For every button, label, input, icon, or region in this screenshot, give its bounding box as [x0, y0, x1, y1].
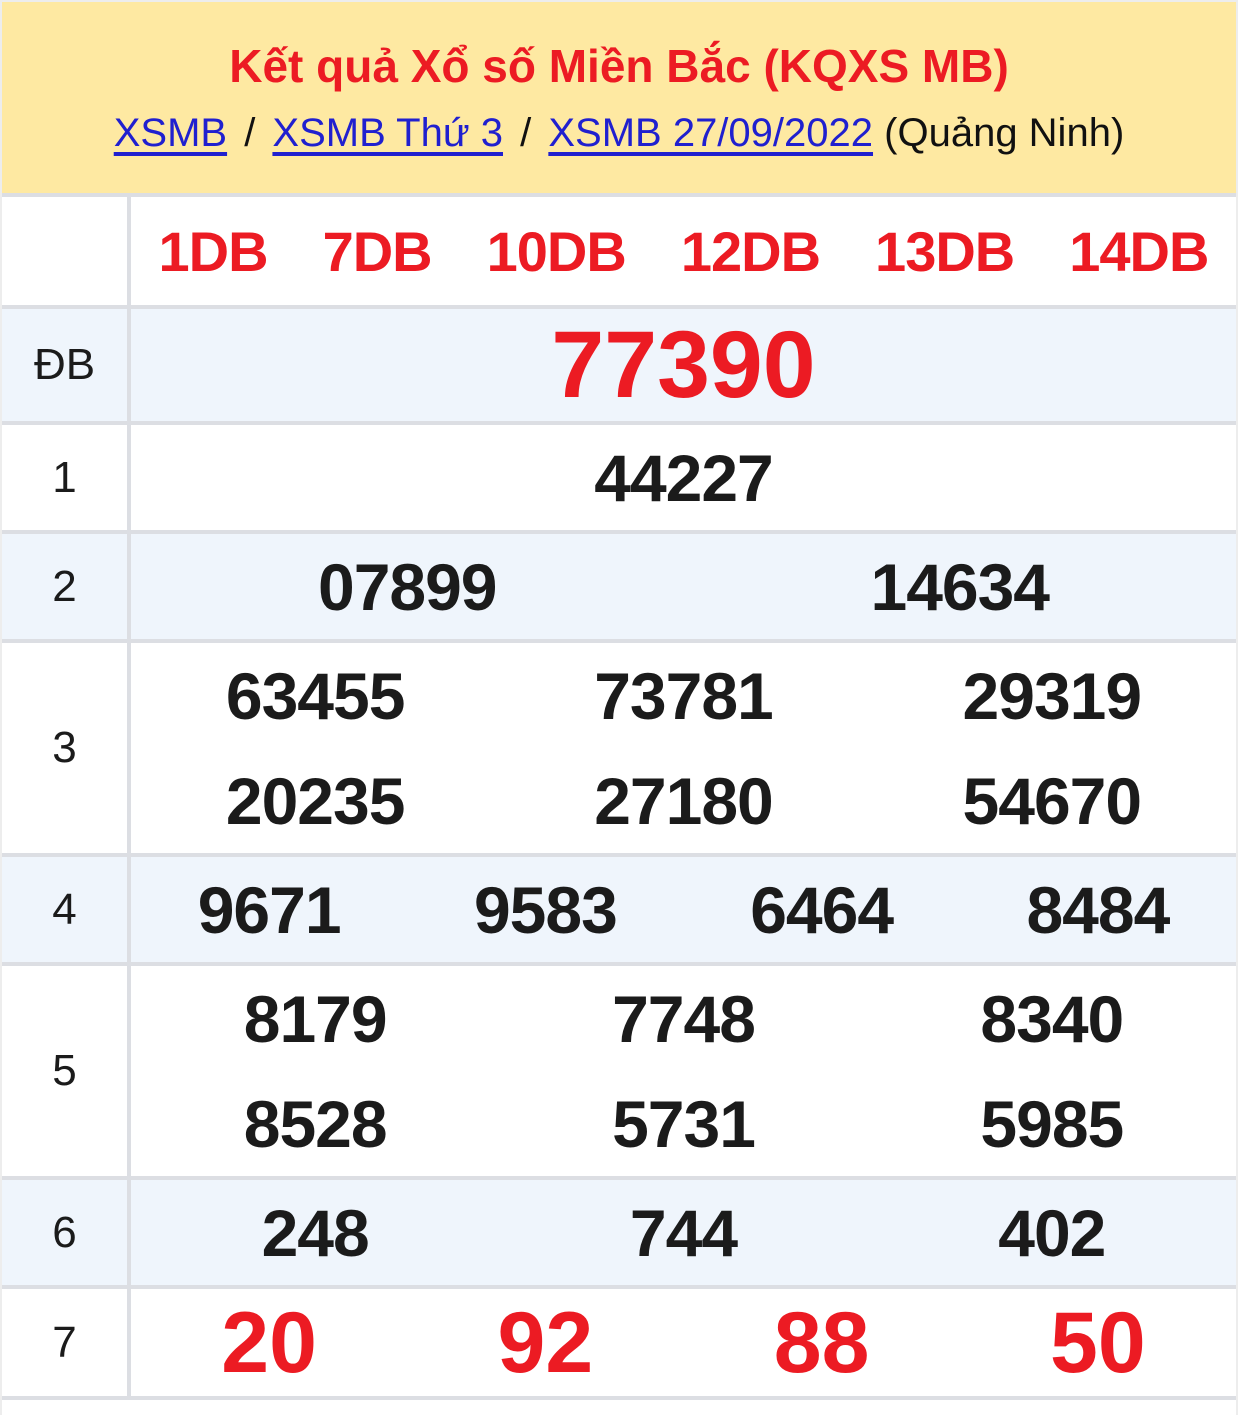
prize-number: 402	[998, 1195, 1106, 1270]
prize-number: 7748	[612, 981, 755, 1056]
prize-numbers-7	[131, 1289, 1236, 1396]
prize-line	[131, 966, 1236, 1071]
row-label-ĐB: ĐB	[2, 309, 127, 421]
breadcrumb-suffix: (Quảng Ninh)	[884, 110, 1125, 155]
prize-number: 50	[1050, 1294, 1146, 1391]
prize-number: 5731	[612, 1086, 755, 1161]
prize-number: 744	[629, 1195, 738, 1270]
prize-line	[131, 1180, 1236, 1285]
prize-line	[131, 534, 1236, 639]
breadcrumb-link-1[interactable]: XSMB	[113, 110, 228, 155]
breadcrumb-separator: /	[509, 110, 543, 155]
prize-number: 07899	[317, 549, 497, 624]
page-title: Kết quả Xổ số Miền Bắc (KQXS MB)	[229, 39, 1009, 92]
breadcrumb	[113, 110, 1125, 155]
prize-number: 8179	[243, 981, 387, 1056]
prize-line	[131, 309, 1236, 421]
prize-number: 44227	[594, 440, 773, 515]
breadcrumb-link-2[interactable]: XSMB Thứ 3	[272, 110, 503, 155]
prize-numbers-3	[131, 643, 1236, 853]
prize-number: 8528	[243, 1086, 387, 1161]
row-label-2: 2	[2, 534, 127, 639]
prize-line	[131, 643, 1236, 748]
breadcrumb-separator: /	[233, 110, 267, 155]
row-label-7: 7	[2, 1289, 127, 1396]
tab-10db[interactable]: 10DB	[486, 219, 626, 283]
tab-14db[interactable]: 14DB	[1069, 219, 1209, 283]
prize-number: 92	[497, 1294, 594, 1391]
prize-numbers-1	[131, 425, 1236, 530]
prize-number: 8340	[980, 981, 1124, 1056]
breadcrumb-link-3[interactable]: XSMB 27/09/2022	[548, 110, 874, 155]
prize-number: 9583	[473, 872, 617, 947]
prize-number: 8484	[1026, 872, 1170, 947]
row-label-1: 1	[2, 425, 127, 530]
row-label-3: 3	[2, 643, 127, 853]
prize-number: 73781	[594, 658, 773, 733]
prize-number: 77390	[551, 311, 816, 418]
prize-number: 14634	[870, 549, 1050, 624]
prize-number: 248	[261, 1195, 369, 1270]
prize-number: 29319	[962, 658, 1142, 733]
tab-13db[interactable]: 13DB	[875, 219, 1015, 283]
page-header	[2, 2, 1236, 193]
results-table	[2, 193, 1236, 1400]
prize-line	[131, 1071, 1236, 1176]
prize-number: 63455	[225, 658, 405, 733]
row-label-5: 5	[2, 966, 127, 1176]
prize-number: 20235	[225, 763, 405, 838]
prize-numbers-5	[131, 966, 1236, 1176]
prize-numbers-4	[131, 857, 1236, 962]
tab-1db[interactable]: 1DB	[158, 219, 268, 283]
draw-tabs	[131, 197, 1236, 305]
tab-12db[interactable]: 12DB	[680, 219, 821, 283]
tab-7db[interactable]: 7DB	[322, 219, 432, 283]
prize-numbers-2	[131, 534, 1236, 639]
prize-line	[131, 1289, 1236, 1396]
tabs-row-label-spacer	[2, 197, 127, 305]
prize-number: 6464	[750, 872, 894, 947]
prize-numbers-ĐB	[131, 309, 1236, 421]
prize-number: 9671	[197, 872, 341, 947]
prize-numbers-6	[131, 1180, 1236, 1285]
prize-number: 20	[221, 1294, 317, 1391]
prize-number: 54670	[962, 763, 1142, 838]
prize-number: 88	[773, 1294, 870, 1391]
prize-line	[131, 857, 1236, 962]
prize-line	[131, 425, 1236, 530]
tabs-row	[131, 197, 1236, 305]
prize-number: 27180	[594, 763, 773, 838]
prize-line	[131, 748, 1236, 853]
row-label-6: 6	[2, 1180, 127, 1285]
row-label-4: 4	[2, 857, 127, 962]
prize-number: 5985	[980, 1086, 1124, 1161]
